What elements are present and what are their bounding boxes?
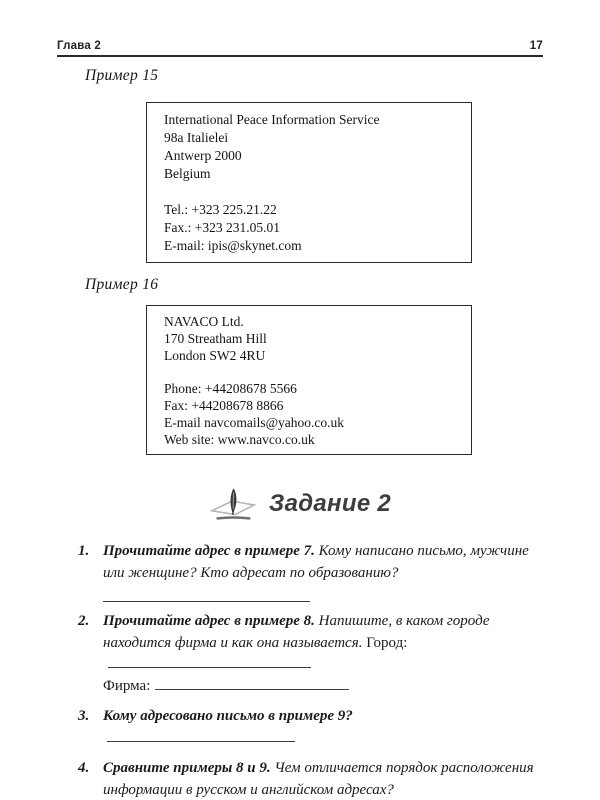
address-line: E-mail: ipis@skynet.com xyxy=(164,238,302,253)
city-field-label: Город: xyxy=(366,634,408,651)
blank-line xyxy=(164,364,463,381)
address-line: E-mail navcomails@yahoo.co.uk xyxy=(164,414,345,430)
question-item-3 xyxy=(78,706,540,749)
question-text: Чем отличается порядок расположения информации в русском и английском адресах? xyxy=(103,760,534,798)
address-line: Antwerp 2000 xyxy=(164,148,242,163)
address-line: Belgium xyxy=(164,166,211,181)
question-number: 1. xyxy=(78,543,90,559)
address-box-example-16 xyxy=(146,305,472,455)
answer-blank-line xyxy=(103,591,310,602)
chapter-label: Глава 2 xyxy=(57,40,101,52)
question-body xyxy=(103,541,540,602)
question-number: 2. xyxy=(78,613,90,629)
address-line: International Peace Information Service xyxy=(164,112,380,127)
question-body xyxy=(103,611,540,697)
address-line: 98a Italielei xyxy=(164,130,229,145)
address-line: Fax.: +323 231.05.01 xyxy=(164,220,280,235)
task-header xyxy=(0,484,600,524)
example-16-label: Пример 16 xyxy=(85,276,159,293)
question-lead: Кому адресовано письмо в примере 9? xyxy=(103,708,353,724)
address-line: Fax: +44208678 8866 xyxy=(164,397,284,413)
question-text: Напишите, в каком городе находится фирма и как она называется. xyxy=(103,613,490,651)
firm-answer-blank-line xyxy=(155,679,349,690)
question-body xyxy=(103,758,540,800)
question-item-2 xyxy=(78,611,540,697)
question-number: 4. xyxy=(78,760,90,776)
blank-line xyxy=(164,183,463,201)
firm-field-label: Фирма: xyxy=(103,677,151,694)
page-number: 17 xyxy=(529,40,543,52)
address-line: 170 Streatham Hill xyxy=(164,330,267,346)
quill-on-paper-icon xyxy=(209,484,257,524)
address-line: Tel.: +323 225.21.22 xyxy=(164,202,277,217)
question-number: 3. xyxy=(78,708,90,724)
answer-blank-line xyxy=(107,731,295,742)
question-lead: Прочитайте адрес в примере 7. xyxy=(103,543,315,559)
questions-list xyxy=(78,541,540,800)
firm-field-row xyxy=(103,678,349,694)
question-item-4 xyxy=(78,758,540,800)
address-line: NAVACO Ltd. xyxy=(164,314,244,329)
question-body xyxy=(103,706,540,749)
question-text: Кому написано письмо, мужчине или женщине? Кто адресат по образованию? xyxy=(103,543,529,581)
running-header xyxy=(57,40,543,57)
question-lead: Прочитайте адрес в примере 8. xyxy=(103,613,315,629)
city-answer-blank-line xyxy=(108,657,311,668)
address-line: Web site: www.navco.co.uk xyxy=(164,431,315,447)
question-lead: Сравните примеры 8 и 9. xyxy=(103,760,271,776)
address-line: Phone: +44208678 5566 xyxy=(164,381,297,397)
example-15-label: Пример 15 xyxy=(85,67,159,84)
address-line: London SW2 4RU xyxy=(164,347,266,363)
question-item-1 xyxy=(78,541,540,602)
task-title: Задание 2 xyxy=(268,490,392,517)
address-box-example-15 xyxy=(146,102,472,263)
